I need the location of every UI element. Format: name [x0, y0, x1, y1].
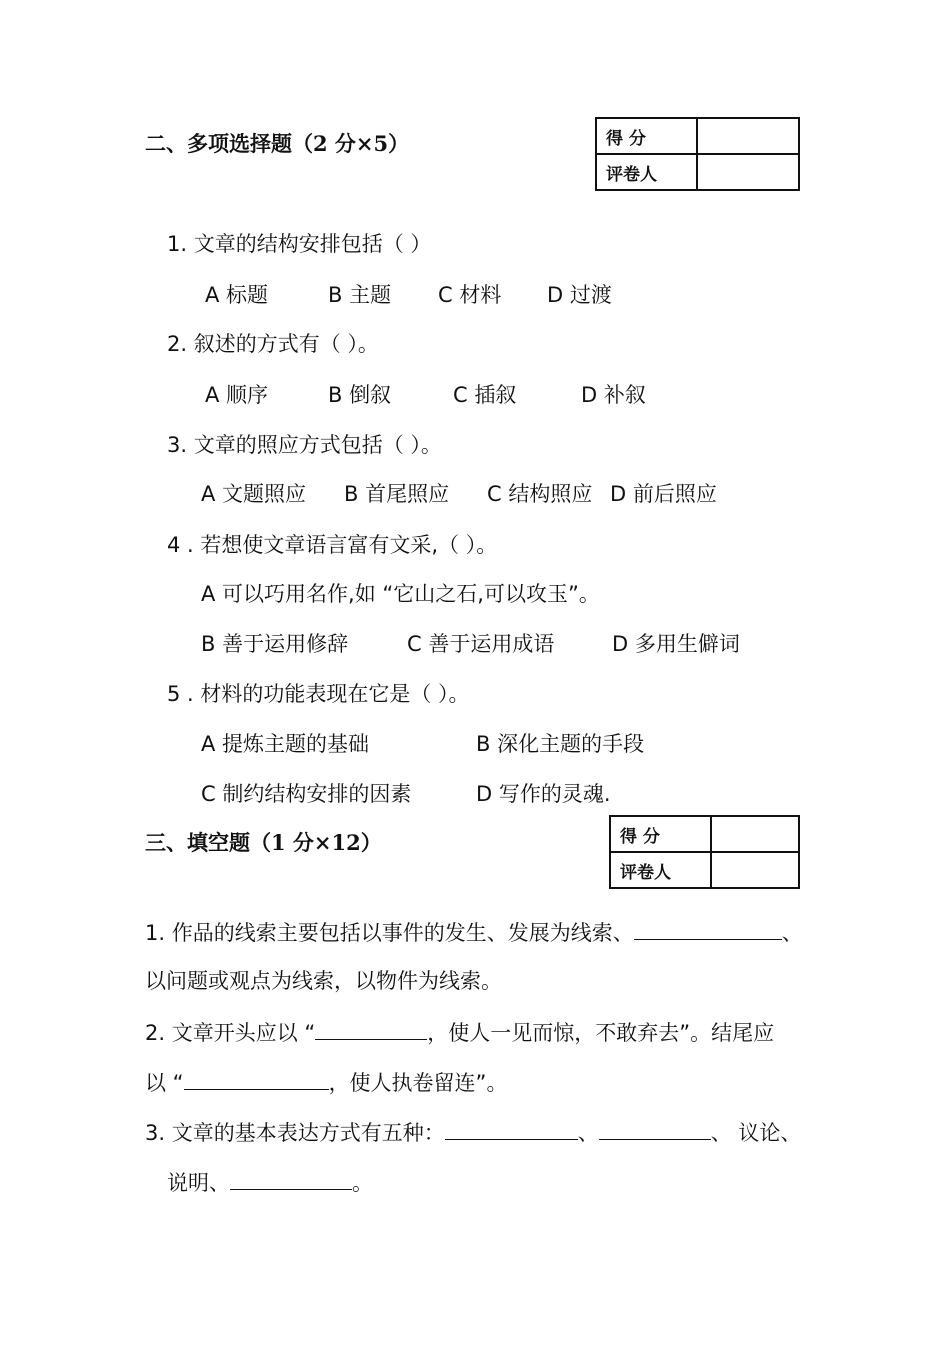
fill-q3-sep: 、 — [577, 1121, 599, 1145]
q5-option-a: A 提炼主题的基础 — [201, 732, 370, 756]
fill-question-2-line-2 — [145, 1065, 507, 1097]
question-4-stem: 4 . 若想使文章语言富有文采,（ ）。 — [167, 533, 498, 557]
grader-cell[interactable] — [711, 852, 799, 888]
question-1-stem: 1. 文章的结构安排包括（ ） — [167, 232, 432, 256]
fill-q2-blank-1[interactable] — [315, 1015, 427, 1040]
q1-option-a: A 标题 — [205, 283, 269, 307]
q3-option-b: B 首尾照应 — [344, 482, 450, 506]
section-3-score-table — [609, 815, 800, 889]
q3-option-a: A 文题照应 — [201, 482, 307, 506]
q2-option-c: C 插叙 — [453, 383, 517, 407]
fill-q3-blank-2[interactable] — [599, 1115, 711, 1140]
question-2-stem: 2. 叙述的方式有（ ）。 — [167, 332, 379, 356]
q4-option-b: B 善于运用修辞 — [201, 632, 349, 656]
score-cell[interactable] — [697, 118, 799, 154]
q4-option-c: C 善于运用成语 — [407, 632, 555, 656]
q3-option-d: D 前后照应 — [610, 482, 717, 506]
section-3-title: 三、填空题（1 分×12） — [145, 830, 382, 855]
question-3-stem: 3. 文章的照应方式包括（ ）。 — [167, 433, 442, 457]
q4-option-d: D 多用生僻词 — [612, 632, 740, 656]
q3-option-c: C 结构照应 — [487, 482, 593, 506]
fill-q1-sep: 、 — [781, 921, 803, 945]
fill-q2-text-a: 2. 文章开头应以 “ — [145, 1021, 316, 1045]
fill-q2-text-d: ，使人执卷留连”。 — [328, 1071, 508, 1095]
q2-option-a: A 顺序 — [205, 383, 269, 407]
score-label: 得 分 — [610, 816, 711, 852]
score-label: 得 分 — [596, 118, 697, 154]
fill-q3-blank-1[interactable] — [445, 1115, 578, 1140]
q5-option-c: C 制约结构安排的因素 — [201, 782, 412, 806]
fill-q2-blank-2[interactable] — [184, 1065, 329, 1090]
fill-q2-text-b: ，使人一见而惊，不敢弃去”。结尾应 — [427, 1021, 775, 1045]
grader-label: 评卷人 — [610, 852, 711, 888]
section-2-title: 二、多项选择题（2 分×5） — [145, 131, 410, 156]
grader-cell[interactable] — [697, 154, 799, 190]
fill-q2-text-c: 以 “ — [145, 1071, 184, 1095]
q5-option-d: D 写作的灵魂. — [476, 782, 611, 806]
q1-option-c: C 材料 — [438, 283, 502, 307]
section-2-score-table — [595, 117, 800, 191]
fill-q3-blank-3[interactable] — [230, 1165, 352, 1190]
fill-question-3-line-2 — [167, 1165, 373, 1197]
question-5-stem: 5 . 材料的功能表现在它是（ ）。 — [167, 682, 470, 706]
q5-option-b: B 深化主题的手段 — [476, 732, 645, 756]
fill-q1-blank[interactable] — [634, 915, 782, 940]
fill-question-1 — [145, 915, 803, 947]
fill-question-3 — [145, 1115, 801, 1147]
q1-option-b: B 主题 — [328, 283, 392, 307]
q2-option-b: B 倒叙 — [328, 383, 392, 407]
score-cell[interactable] — [711, 816, 799, 852]
fill-q3-text-b: 、 议论、 — [710, 1121, 802, 1145]
fill-q3-text-c: 说明、 — [167, 1171, 230, 1195]
grader-label: 评卷人 — [596, 154, 697, 190]
q1-option-d: D 过渡 — [547, 283, 612, 307]
fill-q3-text-d: 。 — [352, 1171, 373, 1195]
q4-option-a: A 可以巧用名作,如 “它山之石,可以攻玉”。 — [201, 582, 600, 606]
fill-q3-text-a: 3. 文章的基本表达方式有五种： — [145, 1121, 445, 1145]
fill-question-1-line-2: 以问题或观点为线索，以物件为线索。 — [145, 969, 502, 993]
q2-option-d: D 补叙 — [581, 383, 646, 407]
fill-q1-text: 1. 作品的线索主要包括以事件的发生、发展为线索、 — [145, 921, 634, 945]
fill-question-2 — [145, 1015, 774, 1047]
